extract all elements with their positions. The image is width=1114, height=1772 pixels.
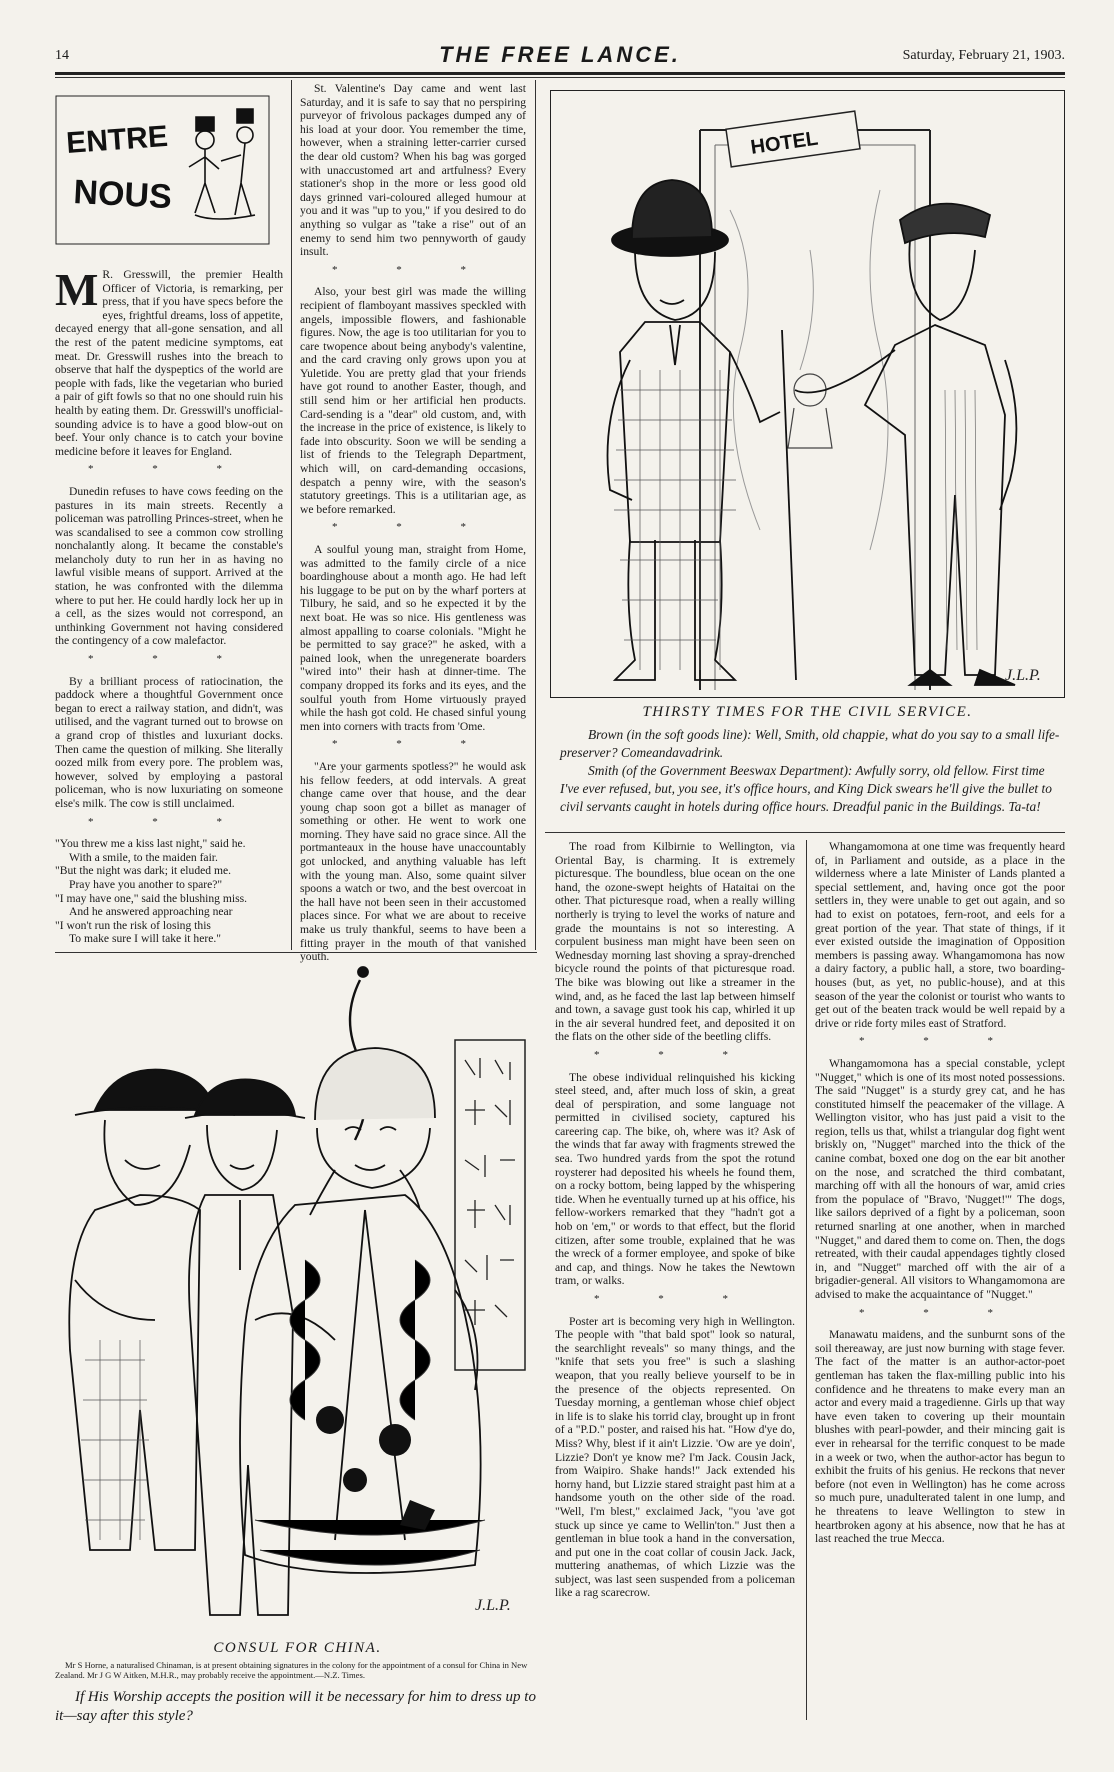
verse-line: "But the night was dark; it eluded me.: [55, 864, 232, 878]
section-divider: * * *: [594, 1293, 756, 1305]
section-divider: * * *: [859, 1035, 1021, 1048]
logo-line1: ENTRE: [65, 119, 169, 160]
smith-dialogue: Smith (of the Government Beeswax Department): Awfully sorry, old fellow. First time I've ever refused, but, you see, it's office hours, and King Dick swears he'll give the bullet to civil servants caught in hotels during office hours. Dreadful panic in the Buildings. Ta-ta!: [560, 763, 1052, 814]
consul-for-china-cartoon: [55, 960, 540, 1636]
verse-line: And he answered approaching near: [69, 905, 233, 919]
verse-line: "I may have one," said the blushing miss.: [55, 891, 248, 905]
best-girl-paragraph: Also, your best girl was made the willing recipient of flamboyant massives speckled with angels, impossible flowers, and fashionable figures. Now, the age is too utilitarian for you to care twopence about being anybody's valentine, and the card craving only grows upon you at Yuletide. You are pretty glad that your friends have got round to another Easter, though, and still send him or her artificial hen products. Card-sending is a "dear" old custom, and, with the increase in the price of existence, is likely to fade into obscurity. Soon we will be sending a list of friends to the Telegraph Department, which will, on card-demanding occasions, despatch a penny wire, with the season's statutory greetings. This is a utilitarian age, as we before remarked.: [300, 285, 526, 516]
civil-service-caption-title: THIRSTY TIMES FOR THE CIVIL SERVICE.: [642, 704, 973, 720]
section-rule: [55, 952, 537, 953]
dropcap: M: [55, 264, 99, 315]
verse-line: Pray have you another to spare?": [69, 877, 223, 891]
column-rule: [291, 80, 292, 950]
verse-line: With a smile, to the maiden fair.: [69, 850, 218, 864]
section-divider: * * *: [332, 263, 494, 276]
soulful-young-man-paragraph: A soulful young man, straight from Home, was admitted to the family circle of a nice boardinghouse about a month ago. He had left his luggage to be put on by the wharf porters at Tilbury, he said, and so he expected it by the next boat. He was so nice. His gentleness was almost appalling to coarse colonials. "Might he be permitted to say grace?" he asked, with a pained look, when the unregenerate boarders "wired into" their hash at dinner-time. The company dropped its forks and its eyes, and the soulful youth from Home virtuously prayed while the hash got cold. He chased sinful young men into corners with tracts from 'Ome.: [300, 543, 526, 733]
section-divider: * * *: [859, 1306, 1021, 1319]
issue-date: Saturday, February 21, 1903.: [902, 48, 1065, 63]
ratiocination-paragraph: By a brilliant process of ratiocination, the paddock where a thoughtful Government once began to erect a railway station, and didn't, was utilised, and the vagrant turned out to browse on a grand crop of thistles and luxuriant docks. Then came the question of milking. She literally oozed milk from every pore. The problem was, however, solved by employing a pastoral policeman, who is now luxuriating on someone else's milk. The cow is still unclaimed.: [55, 674, 283, 810]
column-rule: [806, 840, 807, 1720]
column-2: [300, 82, 526, 969]
section-divider: * * *: [594, 1048, 756, 1061]
consul-quip-line1: If His Worship accepts the position will it be necessary for him to dress up to: [75, 1689, 536, 1705]
nugget-paragraph: Whangamomona has a special constable, yclept "Nugget," which is one of its most noted possessions. The said "Nugget" is a sturdy grey cat, and he has constituted himself the peacemaker of the village. A Wellington visitor, who has just paid a visit to the region, tells us that, whilst a triangular dog fight went briskly on, "Nugget" marched into the thick of the canine combat, boxed one dog on the ear bit another on the nose, and scratched the third combatant, marching off with all the honours of war, amid cries from the populace of "Bravo, 'Nugget!'" The dogs, like sailors deprived of a fight by a policeman, soon returned snarling at one another, when in marched "Nugget," and dared them to come on. Then, the dogs retreated, with their caudal appendages tightly closed in, and "Nugget" marched off with the air of a brigadier-general. All visitors to Whangamomona are advised to make the acquaintance of "Nugget.": [815, 1056, 1065, 1301]
entre-nous-logo: [55, 95, 270, 245]
masthead-rule: [55, 72, 1065, 75]
section-divider: * * *: [88, 463, 250, 476]
manawatu-paragraph: Manawatu maidens, and the sunburnt sons of the soil thereaway, are just now burning with stage fever. The fact of the matter is an author-actor-poet gentleman has taken the flax-milling public into his confidence and he threatens to make every man an actor and every maid a tragedienne. Girls up that way have even taken to covering up their mountain blushes with pearl-powder, and their mincing gait is ever in rehearsal for the terrific conquest to be made in a week or two, when the author-actor has begun to exhibit the fruits of his genius. He reckons that never before (not even in Wellington) has he come across so much pure, unadulterated talent in one lump, and he threatens to leave Wellington to stew in heartbroken agony at his absence, now that he has at last reached the true Mecca.: [815, 1328, 1065, 1546]
spotless-garments-paragraph: "Are your garments spotless?" he would ask his fellow feeders, at odd intervals. A great change came over that house, and the dear young chap soon got a billet as manager of something or other. He went to work one morning. They have said no grace since. All the portmanteaux in the house have unaccountably got unlocked, and anything valuable has left with the young man. Also, some quaint silver spoons a watch or two, and the best overcoat in the hall have not been seen in their accustomed places since. For what we are about to receive make us truly thankful, seems to have been a fitting prayer in the mouth of that vanished youth.: [300, 759, 526, 964]
obese-individual-paragraph: The obese individual relinquished his kicking steel steed, and, after much loss of skin, a great deal of perspiration, and some language not permitted in civilised society, captured his careering cap. The bike, oh, where was it? Ask of the winds that far away with fragments strewed the sea. Two hundred yards from the spot the rotund roysterer had deposited his wheels he found them, on a rocky bottom, being lapped by the whispering tide. When he eventually turned up at his office, his fellow-workers remarked that they "hadn't got a hob on 'em," or words to that effect, but the florid citizen, after some trouble, explained that he was the wreck of a former employee, and spoke of bike and cap, and things. Now he takes the Newtown tram, or walks.: [555, 1070, 795, 1288]
whangamomona-paragraph: Whangamomona at one time was frequently heard of, in Parliament and outside, as a place in the wilderness where a late Minister of Lands planted a special settlement, and, having once got the poor settlers in, they were unable to get out again, and so had to exist on potatoes, fern-root, and eels for a great portion of the year. That state of things, if it ever existed outside the imagination of Opposition members is passing away. Whangamomona has now a dairy factory, a public hall, a store, two boarding-houses (but, as yet, no public-house), and at this season of the year the colonist or tourist who wants to get out of the beaten track would be well repaid by a drive or ride forty miles east of Stratford.: [815, 840, 1065, 1030]
section-divider: * * *: [332, 738, 494, 751]
dunedin-paragraph: Dunedin refuses to have cows feeding on the pastures in its main streets. Recently a policeman was patrolling Princes-street, when he was scandalised to see a common cow strolling nonchalantly along. It became the constable's melancholy duty to run her in as having no lawful visible means of support. Arrived at the station, he was confronted with the dilemma where to put her. He could hardly lock her up in a cell, as the sizes would not correspond, an unthinking Government not having considered the contingency of a cow malefactor.: [55, 484, 283, 648]
logo-line2: NOUS: [72, 173, 173, 217]
valentine-paragraph: St. Valentine's Day came and went last Saturday, and it is safe to say that no perspiring purveyor of frivolous packages dumped any of his load at your door. You remember the time, however, when a straining letter-carrier cursed the dear old custom? When his bag was gorged with unaccustomed art and artfulness? Every stationer's shop in the more or less good old days grinned vari-coloured alleged humour at you and it was "up to you," if you desired to do anything so vulgar as "take a rise" out of an enemy to send him two pennyworth of gaudy insult.: [300, 82, 526, 259]
kiss-verse: [55, 837, 283, 946]
masthead: [55, 42, 1065, 70]
kilbirnie-road-paragraph: The road from Kilbirnie to Wellington, via Oriental Bay, is charming. It is extremely picturesque. The boundless, blue ocean on the one hand, the ozone-swept heights of Hataitai on the other. That picturesque road, when a really willing northerly is trying to level the works of nature and grade the mountains is not so interesting. A corpulent business man might have been seen on Wednesday morning last shoving a spray-drenched bicycle round the points of that picturesque road. The bike was blowing out like a streamer in the wind, and, as he faced the last lap between himself and town, a savage gust took his cap, whirled it up in the air several hundred feet, and deposited it on the flats on the other side of the beetling cliffs.: [555, 840, 795, 1044]
consul-note: Mr S Horne, a naturalised Chinaman, is at present obtaining signatures in the colony for the appointment of a consul for China in New Zealand. Mr J G W Aitken, M.H.R., may probably receive the appointment.—N.Z. Times.: [55, 1660, 528, 1680]
gresswill-paragraph: R. Gresswill, the premier Health Officer of Victoria, is remarking, per press, that if you have specs before the eyes, frightful dreams, loss of appetite, decayed energy that all-gone sensation, and all the rest of the patent medicine symptoms, eat meat. Dr. Gresswill rushes into the breach to observe that half the dyspeptics of the world are people with fads, like the vegetarian who buried a pair of gift fowls so that no one should ruin his health by eating them. Dr. Gresswill's unofficial-sounding advice is to have a good blow-out on beef. Your only chance is to catch your bovine medicine before it leaves for England.: [55, 268, 283, 458]
hotel-sign: HOTEL: [749, 127, 820, 159]
verse-line: To make sure I will take it here.": [69, 932, 222, 946]
civil-service-cartoon: [550, 90, 1065, 698]
masthead-rule-thin: [55, 77, 1065, 78]
poster-art-paragraph: Poster art is becoming very high in Wellington. The people with "that bald spot" look so natural, the searchlight reveals" so many things, and the "knife that sets you free" is such a slashing weapon, that you really believe yourself to be in the presence of the objects represented. On Tuesday morning, a gentleman whose chief object in life is to slake his torrid clay, brought up in front of a "P.D." poster, and raised his hat. "How d'ye do, Miss? Why, blest if it ain't Lizzie. 'Ow are ye doin', Lizzie? Don't ye know me? I'm Jack. Cousin Jack, from Waipiro. Shake hands!" Jack extended his horny hand, but Lizzie stared straight past him at a handsome youth on the other side of the road. "Well, I'm blest," exclaimed Jack, "you 'ave got stuck up since ye came to Wellin'ton." Just then a gentleman in blue took a hand in the conversation, and put one in the coat collar of cousin Jack. Jack, muttering anathemas, of which Lizzie was the subject, was last seen suspended from a policeman like a rag scarecrow.: [555, 1314, 795, 1600]
column-1: [55, 264, 283, 946]
column-rule: [535, 80, 536, 950]
newspaper-title: THE FREE LANCE.: [439, 42, 681, 67]
cartoon-signature: J.L.P.: [475, 1597, 511, 1614]
verse-line: "You threw me a kiss last night," said he.: [55, 837, 246, 851]
cartoon-signature: J.L.P.: [1005, 667, 1041, 684]
consul-caption-title: CONSUL FOR CHINA.: [213, 1640, 382, 1656]
section-divider: * * *: [88, 815, 250, 828]
section-divider: * * *: [88, 653, 250, 666]
consul-quip-line2: it—say after this style?: [55, 1708, 193, 1724]
section-divider: * * *: [332, 521, 494, 534]
verse-line: "I won't run the risk of losing this: [55, 918, 211, 932]
section-rule: [545, 832, 1065, 833]
brown-dialogue: Brown (in the soft goods line): Well, Smith, old chappie, what do you say to a small life-preserver? Comeandavadrink.: [560, 727, 1060, 760]
column-3: [555, 840, 795, 1605]
page-number: 14: [55, 48, 69, 63]
column-4: [815, 840, 1065, 1551]
